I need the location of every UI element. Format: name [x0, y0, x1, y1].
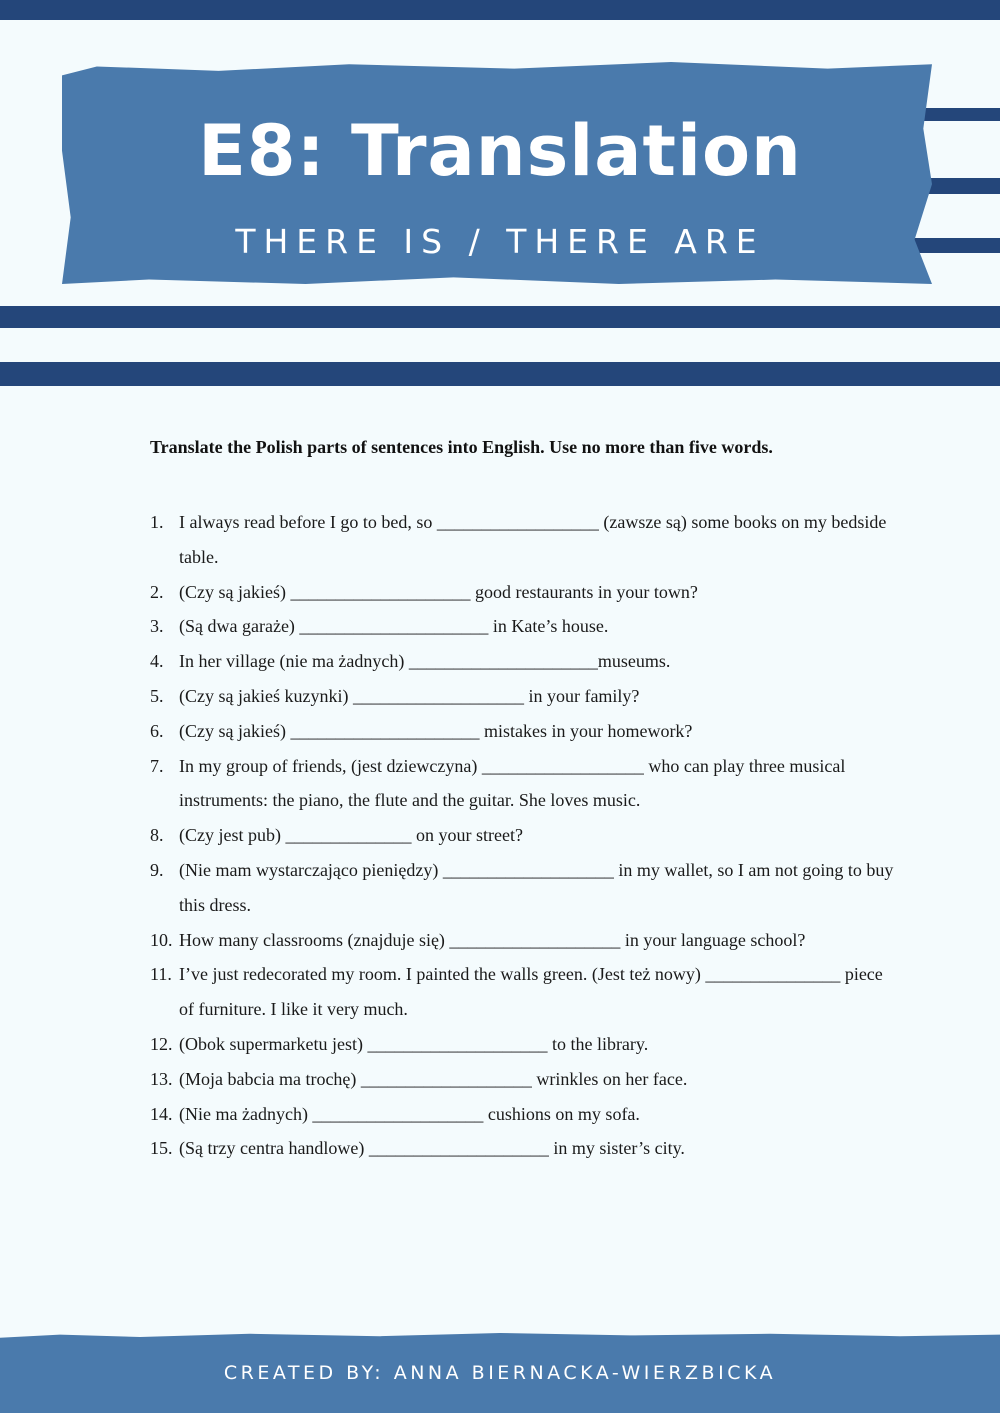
- item-number: 8.: [150, 825, 164, 846]
- item-number: 9.: [150, 859, 164, 880]
- item-number: 6.: [150, 720, 164, 741]
- item-text: I always read before I go to bed, so __________________ (zawsze są) some books on my bedside table.: [179, 512, 887, 567]
- exercise-item: [150, 749, 900, 819]
- page-title: E8: Translation: [198, 110, 802, 192]
- item-number: 11.: [150, 964, 172, 985]
- exercise-item: [150, 1131, 900, 1166]
- item-number: 7.: [150, 755, 164, 776]
- item-number: 15.: [150, 1138, 173, 1159]
- item-text: (Są dwa garaże) _____________________ in Kate’s house.: [179, 616, 609, 637]
- exercise-item: [150, 679, 900, 714]
- exercise-item: [150, 644, 900, 679]
- item-text: (Nie ma żadnych) ___________________ cushions on my sofa.: [179, 1103, 640, 1124]
- exercise-item: [150, 714, 900, 749]
- exercise-item: [150, 853, 900, 923]
- item-number: 13.: [150, 1068, 173, 1089]
- page-subtitle: THERE IS / THERE ARE: [235, 222, 765, 261]
- item-number: 3.: [150, 616, 164, 637]
- item-text: (Czy jest pub) ______________ on your street?: [179, 825, 523, 846]
- exercise-item: [150, 1027, 900, 1062]
- exercise-item: [150, 575, 900, 610]
- exercise-item: [150, 609, 900, 644]
- item-text: (Czy są jakieś) _____________________ mistakes in your homework?: [179, 720, 693, 741]
- author-credit: CREATED BY: ANNA BIERNACKA-WIERZBICKA: [223, 1362, 777, 1384]
- exercise-item: [150, 505, 900, 575]
- item-text: (Czy są jakieś) ____________________ good restaurants in your town?: [179, 581, 698, 602]
- item-number: 1.: [150, 512, 164, 532]
- item-number: 10.: [150, 929, 173, 950]
- header-stripe: [0, 362, 1000, 386]
- item-text: How many classrooms (znajduje się) ___________________ in your language school?: [179, 929, 806, 950]
- item-text: (Moja babcia ma trochę) ___________________ wrinkles on her face.: [179, 1068, 688, 1089]
- item-text: (Nie mam wystarczająco pieniędzy) ___________________ in my wallet, so I am not going to buy this dress.: [179, 859, 894, 915]
- item-number: 12.: [150, 1033, 173, 1054]
- exercise-list: [150, 505, 900, 1166]
- item-number: 2.: [150, 581, 164, 602]
- item-text: In my group of friends, (jest dziewczyna) __________________ who can play three musical instruments: the piano, the flute and the guitar. She loves music.: [179, 755, 846, 811]
- header-stripe: [0, 0, 1000, 20]
- item-number: 4.: [150, 651, 164, 672]
- exercise-item: [150, 923, 900, 958]
- item-number: 5.: [150, 685, 164, 706]
- exercise-item: [150, 957, 900, 1027]
- item-text: I’ve just redecorated my room. I painted the walls green. (Jest też nowy) _______________ piece of furniture. I like it very much.: [179, 964, 883, 1020]
- exercise-item: [150, 1062, 900, 1097]
- item-text: (Czy są jakieś kuzynki) ___________________ in your family?: [179, 685, 640, 706]
- item-text: (Są trzy centra handlowe) ____________________ in my sister’s city.: [179, 1138, 685, 1159]
- exercise-item: [150, 818, 900, 853]
- item-text: In her village (nie ma żadnych) _____________________museums.: [179, 651, 671, 672]
- item-number: 14.: [150, 1103, 173, 1124]
- instruction-text: Translate the Polish parts of sentences into English. Use no more than five words.: [150, 437, 773, 457]
- header-stripe: [0, 306, 1000, 328]
- item-text: (Obok supermarketu jest) ____________________ to the library.: [179, 1033, 649, 1054]
- exercise-item: [150, 1097, 900, 1132]
